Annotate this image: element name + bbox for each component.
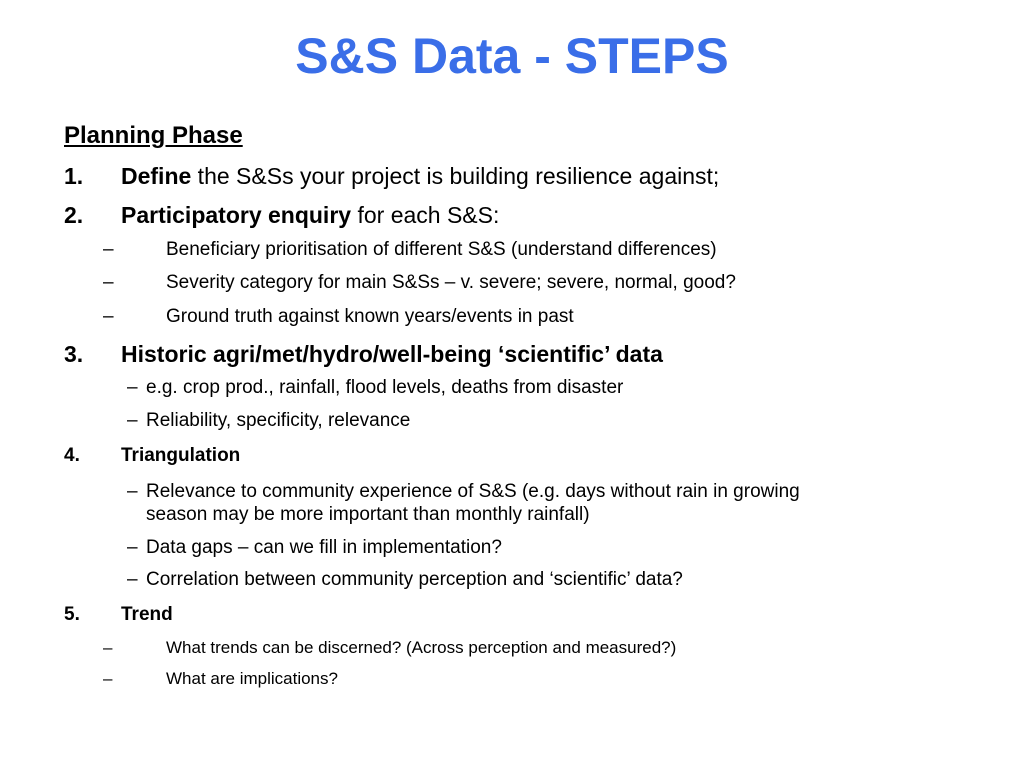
step-1-bold: Define [121, 163, 192, 189]
step-3-text [121, 340, 663, 368]
step-3-bullet: Reliability, specificity, relevance [146, 410, 411, 431]
step-4-number: 4. [64, 445, 80, 466]
step-1-number: 1. [64, 163, 84, 189]
bullet-dash: – [103, 306, 114, 327]
step-2-text [121, 201, 499, 229]
bullet-dash: – [103, 669, 113, 688]
bullet-dash: – [127, 377, 138, 398]
bullet-dash: – [127, 481, 138, 502]
step-1-text [121, 162, 719, 190]
step-2-rest: for each S&S: [351, 202, 500, 228]
step-2-bullet: Severity category for main S&Ss – v. severe; severe, normal, good? [166, 272, 736, 293]
step-4-bullet: Correlation between community perception and ‘scientific’ data? [146, 569, 683, 590]
step-2-number: 2. [64, 202, 84, 228]
bullet-dash: – [103, 638, 113, 657]
slide-title: S&S Data - STEPS [295, 28, 729, 84]
step-4-text [121, 444, 240, 468]
step-2-bullet: Beneficiary prioritisation of different S&S (understand differences) [166, 239, 717, 260]
bullet-dash: – [103, 239, 114, 260]
step-3-bold: Historic agri/met/hydro/well-being ‘scientific’ data [121, 341, 663, 367]
step-3-bullet: e.g. crop prod., rainfall, flood levels, deaths from disaster [146, 377, 624, 398]
step-5-bullet: What trends can be discerned? (Across perception and measured?) [166, 638, 677, 657]
step-2-bold: Participatory enquiry [121, 202, 352, 228]
step-5-text [121, 603, 173, 627]
step-4-bullet: Data gaps – can we fill in implementation? [146, 537, 502, 558]
step-2-bullet: Ground truth against known years/events in past [166, 306, 574, 327]
section-heading: Planning Phase [64, 122, 243, 149]
bullet-dash: – [127, 410, 138, 431]
bullet-dash: – [103, 272, 114, 293]
step-1-rest: the S&Ss your project is building resilience against; [191, 163, 720, 189]
bullet-dash: – [127, 537, 138, 558]
step-5-bold: Trend [121, 604, 173, 625]
step-4-bullet-continued: season may be more important than monthly rainfall) [146, 504, 590, 525]
step-3-number: 3. [64, 341, 84, 367]
step-4-bullet: Relevance to community experience of S&S (e.g. days without rain in growing [146, 481, 800, 502]
bullet-dash: – [127, 569, 138, 590]
step-5-bullet: What are implications? [166, 669, 338, 688]
step-5-number: 5. [64, 604, 80, 625]
step-4-bold: Triangulation [121, 445, 241, 466]
